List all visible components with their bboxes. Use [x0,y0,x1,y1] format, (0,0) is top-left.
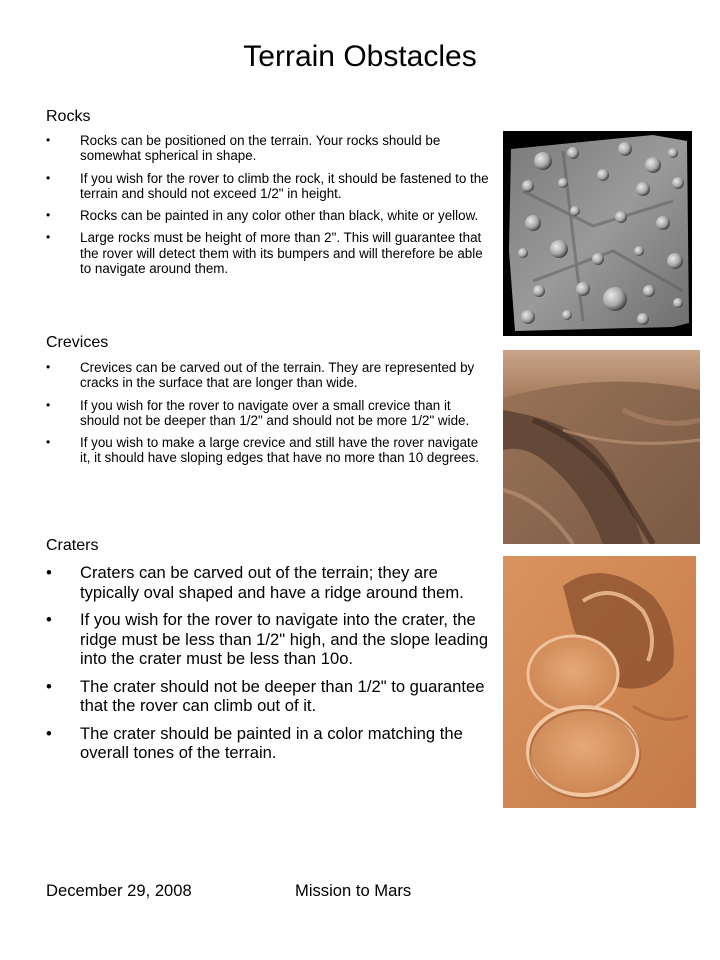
rocks-bullet: • Large rocks must be height of more than 2". This will guarantee that the rover will detect them with its bumpers and will therefore be able to navigate around them. [46,230,491,276]
crevice-photo [503,350,700,544]
footer-date: December 29, 2008 [46,881,192,900]
rocks-heading: Rocks [46,108,91,125]
rocks-bullet: • If you wish for the rover to climb the rock, it should be fastened to the terrain and should not exceed 1/2" in height. [46,171,491,202]
craters-bullet: • The crater should not be deeper than 1/2" to guarantee that the rover can climb out of it. [46,677,491,716]
craters-bullet: • If you wish for the rover to navigate into the crater, the ridge must be less than 1/2" high, and the slope leading into the crater must be less than 10o. [46,610,491,669]
crater-photo-image [503,556,696,808]
craters-heading: Craters [46,537,99,554]
crater-photo [503,556,696,808]
crevices-bullet-list [46,360,491,473]
rocks-photo [503,131,692,336]
crevices-bullet: • If you wish for the rover to navigate over a small crevice than it should not be deeper than 1/2" and should not be more 1/2" wide. [46,398,491,429]
rocks-bullet: • Rocks can be painted in any color other than black, white or yellow. [46,208,491,223]
crevices-bullet: • Crevices can be carved out of the terrain. They are represented by cracks in the surface that are longer than wide. [46,360,491,391]
rocks-bullet-list [46,133,491,283]
rocks-bullet: • Rocks can be positioned on the terrain. Your rocks should be somewhat spherical in shape. [46,133,491,164]
crevices-heading: Crevices [46,334,109,351]
craters-bullet-list [46,563,491,771]
rocks-photo-image [503,131,692,336]
slide-title: Terrain Obstacles [243,40,477,73]
craters-bullet: • The crater should be painted in a color matching the overall tones of the terrain. [46,724,491,763]
footer-title: Mission to Mars [295,881,412,900]
crevices-bullet: • If you wish to make a large crevice and still have the rover navigate it, it should have sloping edges that have no more than 10 degrees. [46,435,491,466]
craters-bullet: • Craters can be carved out of the terrain; they are typically oval shaped and have a ridge around them. [46,563,491,602]
crevice-photo-image [503,350,700,544]
